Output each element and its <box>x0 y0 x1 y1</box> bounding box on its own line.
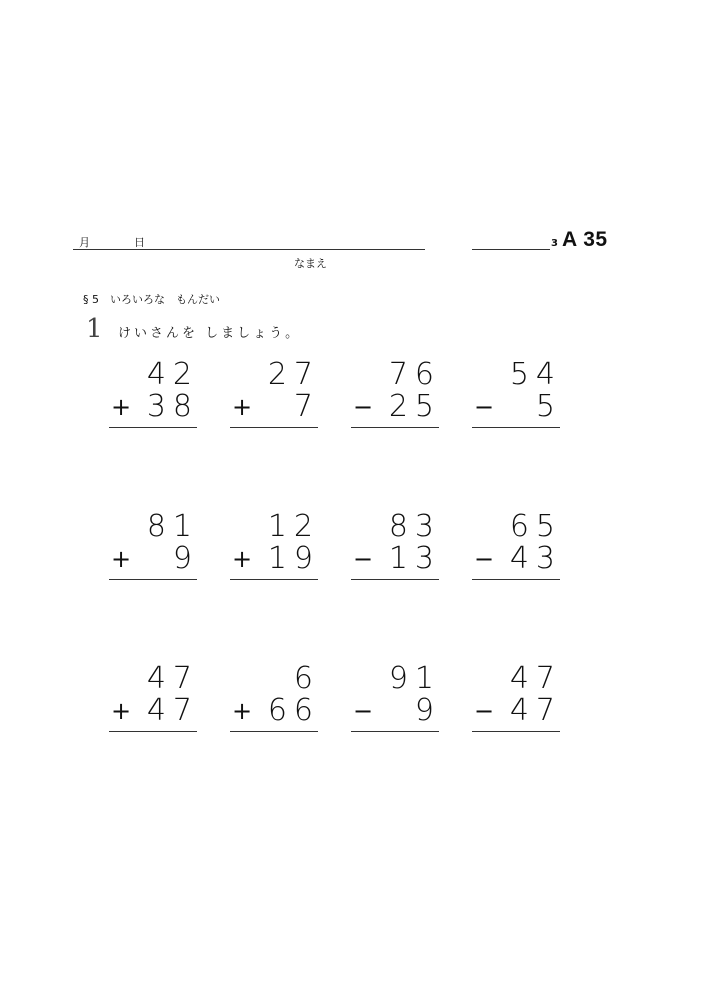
minus-sign: − <box>353 545 374 573</box>
plus-sign: + <box>111 697 132 725</box>
answer-line <box>472 427 560 428</box>
problem <box>472 358 562 438</box>
problem-bottom-row <box>472 390 562 424</box>
answer-line <box>351 427 439 428</box>
problem-bottom-row <box>472 694 562 728</box>
problem-top-number: 81 <box>146 509 199 544</box>
problem-top-number: 6 <box>293 661 320 696</box>
name-label: なまえ <box>294 257 327 270</box>
problem <box>109 358 199 438</box>
problem <box>230 358 320 438</box>
problem-bottom-number: 13 <box>388 541 441 576</box>
plus-sign: + <box>111 393 132 421</box>
problem-top-row <box>472 662 562 696</box>
minus-sign: − <box>353 697 374 725</box>
problem-bottom-row <box>351 542 441 576</box>
plus-sign: + <box>232 545 253 573</box>
problem-bottom-row <box>472 542 562 576</box>
problem-top-row <box>351 510 441 544</box>
problem <box>230 510 320 590</box>
problem-bottom-number: 66 <box>267 693 320 728</box>
problem-bottom-row <box>351 390 441 424</box>
worksheet-code: A 35 <box>562 228 608 251</box>
answer-line <box>472 731 560 732</box>
problem-bottom-row <box>109 542 199 576</box>
section-title: § 5 いろいろな もんだい <box>83 293 220 306</box>
problem <box>472 662 562 742</box>
minus-sign: − <box>353 393 374 421</box>
minus-sign: − <box>474 393 495 421</box>
problem-top-row <box>351 662 441 696</box>
problem <box>472 510 562 590</box>
minus-sign: − <box>474 545 495 573</box>
problem-top-number: 47 <box>509 661 562 696</box>
problem-top-row <box>230 662 320 696</box>
problem-bottom-number: 9 <box>414 693 441 728</box>
problem-bottom-row <box>351 694 441 728</box>
problem-top-row <box>109 358 199 392</box>
problem-top-number: 12 <box>267 509 320 544</box>
problem <box>230 662 320 742</box>
worksheet-code-prefix: 3 <box>551 238 558 249</box>
question-instruction: けいさんを しましょう。 <box>118 326 302 341</box>
problem-bottom-row <box>230 694 320 728</box>
header-rule <box>73 249 425 250</box>
month-label: 月 <box>79 236 90 249</box>
problem-bottom-number: 43 <box>509 541 562 576</box>
problem-bottom-number: 7 <box>293 389 320 424</box>
problem <box>351 662 441 742</box>
answer-line <box>109 427 197 428</box>
problem-top-row <box>109 510 199 544</box>
problem <box>351 358 441 438</box>
problem-bottom-row <box>230 542 320 576</box>
problem-bottom-number: 19 <box>267 541 320 576</box>
problem-bottom-row <box>230 390 320 424</box>
problem-bottom-number: 5 <box>535 389 562 424</box>
plus-sign: + <box>232 393 253 421</box>
problem-top-number: 91 <box>388 661 441 696</box>
answer-line <box>109 579 197 580</box>
answer-line <box>230 731 318 732</box>
plus-sign: + <box>111 545 132 573</box>
problem-top-row <box>230 358 320 392</box>
problem-top-row <box>109 662 199 696</box>
problem-top-number: 27 <box>267 357 320 392</box>
answer-line <box>230 579 318 580</box>
day-label: 日 <box>134 236 145 249</box>
problem-top-number: 76 <box>388 357 441 392</box>
plus-sign: + <box>232 697 253 725</box>
problem-top-number: 54 <box>509 357 562 392</box>
problem-top-number: 65 <box>509 509 562 544</box>
problem-bottom-number: 9 <box>172 541 199 576</box>
problem-top-row <box>472 510 562 544</box>
header-rule-right <box>472 249 550 250</box>
answer-line <box>472 579 560 580</box>
problem <box>109 510 199 590</box>
answer-line <box>230 427 318 428</box>
problem-top-row <box>472 358 562 392</box>
problem-top-number: 47 <box>146 661 199 696</box>
problem-top-row <box>230 510 320 544</box>
problem-top-row <box>351 358 441 392</box>
answer-line <box>351 579 439 580</box>
problem <box>351 510 441 590</box>
problem-bottom-number: 38 <box>146 389 199 424</box>
problem <box>109 662 199 742</box>
minus-sign: − <box>474 697 495 725</box>
problem-bottom-number: 47 <box>509 693 562 728</box>
problem-bottom-number: 25 <box>388 389 441 424</box>
problem-bottom-row <box>109 390 199 424</box>
problem-top-number: 83 <box>388 509 441 544</box>
problem-bottom-row <box>109 694 199 728</box>
problem-top-number: 42 <box>146 357 199 392</box>
answer-line <box>109 731 197 732</box>
question-number: 1 <box>86 314 103 344</box>
problem-bottom-number: 47 <box>146 693 199 728</box>
answer-line <box>351 731 439 732</box>
